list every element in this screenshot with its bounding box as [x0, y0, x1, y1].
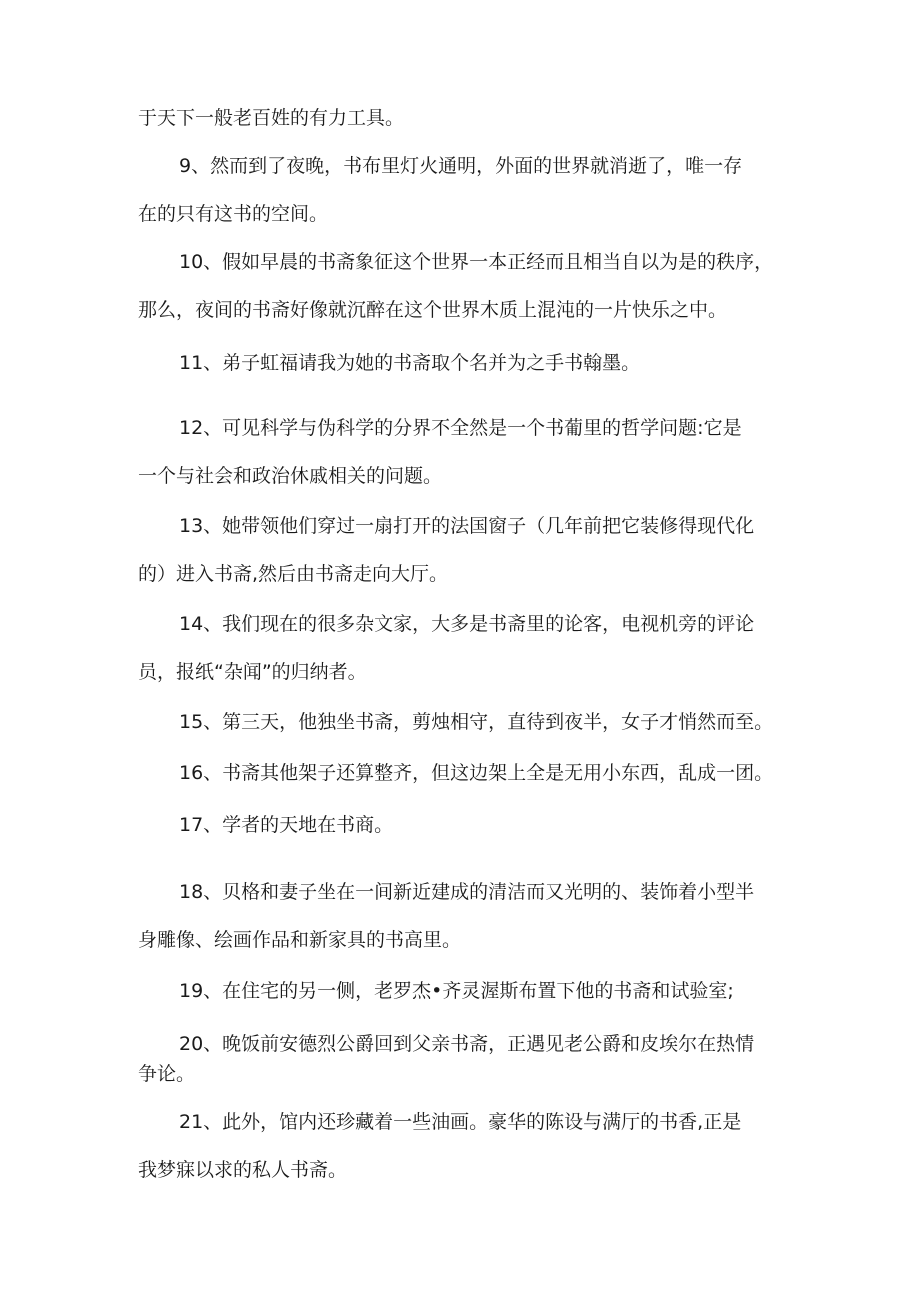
text-line: 16、书斋其他架子还算整齐，但这边架上全是无用小东西，乱成一团。 — [179, 762, 774, 784]
text-line: 18、贝格和妻子坐在一间新近建成的清洁而又光明的、装饰着小型半 — [179, 881, 755, 903]
text-line: 15、第三天，他独坐书斋，剪烛相守，直待到夜半，女子才悄然而至。 — [179, 711, 774, 733]
text-line: 我梦寐以求的私人书斋。 — [138, 1159, 348, 1181]
text-line: 14、我们现在的很多杂文家，大多是书斋里的论客，电视机旁的评论 — [179, 613, 755, 635]
text-line: 11、弟子虹福请我为她的书斋取个名并为之手书翰墨。 — [179, 352, 641, 374]
text-line: 在的只有这书的空间。 — [138, 203, 329, 225]
text-line: 9、然而到了夜晚，书布里灯火通明，外面的世界就消逝了，唯一存 — [179, 155, 743, 177]
text-line: 20、晚饭前安德烈公爵回到父亲书斋，正遇见老公爵和皮埃尔在热情 — [179, 1033, 755, 1055]
text-line: 的）进入书斋,然后由书斋走向大厅。 — [138, 563, 449, 585]
text-line: 员，报纸“杂闻”的归纳者。 — [138, 661, 367, 683]
text-line: 于天下一般老百姓的有力工具。 — [138, 107, 405, 129]
text-line: 21、此外，馆内还珍藏着一些油画。豪华的陈设与满厅的书香,正是 — [179, 1111, 742, 1133]
text-line: 争论。 — [138, 1063, 196, 1085]
text-line: 那么，夜间的书斋好像就沉醉在这个世界木质上混沌的一片快乐之中。 — [138, 299, 728, 321]
text-line: 19、在住宅的另一侧，老罗杰•齐灵渥斯布置下他的书斋和试验室; — [179, 980, 734, 1002]
text-line: 身雕像、绘画作品和新家具的书高里。 — [138, 929, 462, 951]
text-line: 13、她带领他们穿过一扇打开的法国窗子（几年前把它装修得现代化 — [179, 515, 755, 537]
text-line: 一个与社会和政治休戚相关的问题。 — [138, 465, 443, 487]
text-line: 17、学者的天地在书商。 — [179, 814, 394, 836]
text-line: 12、可见科学与伪科学的分界不全然是一个书葡里的哲学问题:它是 — [179, 417, 742, 439]
text-line: 10、假如早晨的书斋象征这个世界一本正经而且相当自以为是的秩序， — [179, 251, 774, 273]
